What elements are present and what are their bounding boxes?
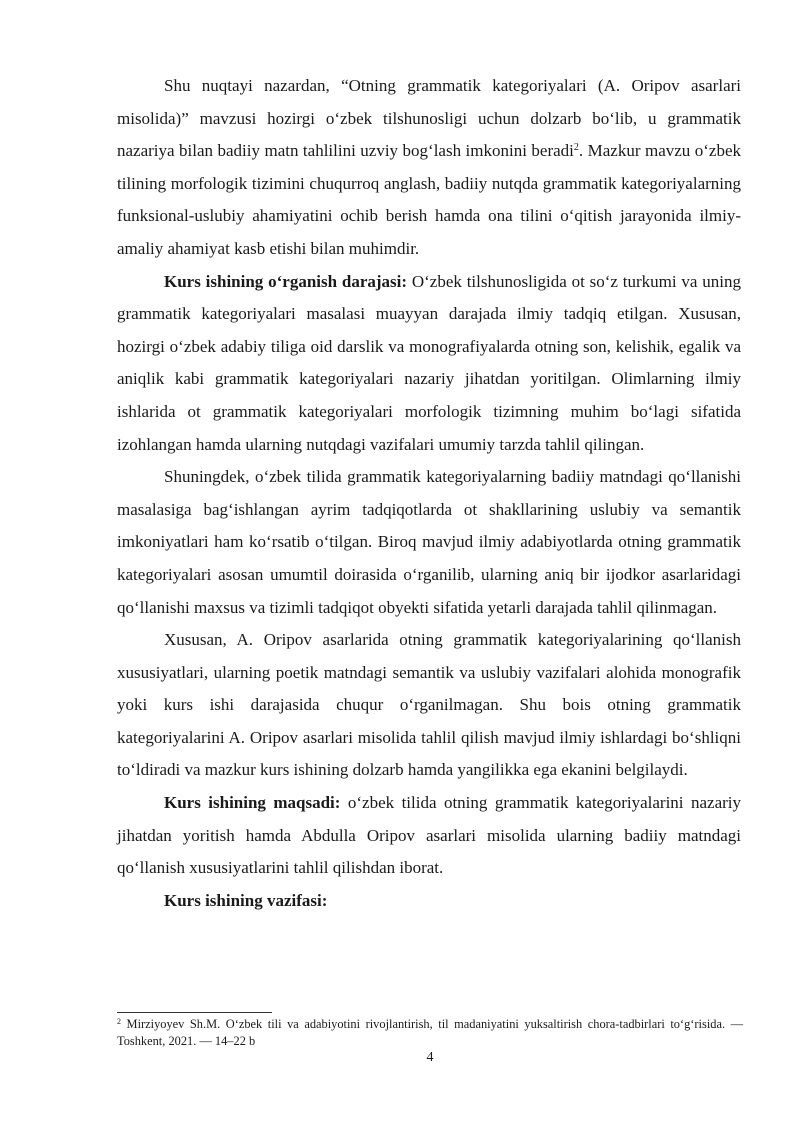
footnote-number: 2 (117, 1017, 121, 1026)
footnote-text: Mirziyoyev Sh.M. O‘zbek tili va adabiyotini rivojlantirish, til madaniyatini yuksaltirish chora-tadbirlari to‘g‘risida. — Toshkent, 2021. — 14–22 b (117, 1017, 743, 1048)
paragraph-study-level: Kurs ishining o‘rganish darajasi: O‘zbek tilshunosligida ot so‘z turkumi va uning grammatik kategoriyalari masalasi muayyan darajada ilmiy tadqiq etilgan. Xususan, hozirgi o‘zbek adabiy tiliga oid darslik va monografiyalarda otning son, kelishik, egalik va aniqlik kabi grammatik kategoriyalari nazariy jihatdan yoritilgan. Olimlarning ilmiy ishlarida ot grammatik kategoriyalari morfologik tizimning muhim bo‘lagi sifatida izohlangan hamda ularning nutqdagi vazifalari umumiy tarzda tahlil qilingan. (117, 271, 742, 454)
section-lead-study-level: Kurs ishining o‘rganish darajasi: (164, 271, 408, 291)
section-lead-tasks: Kurs ishining vazifasi: (164, 890, 328, 910)
footnote (117, 1016, 743, 1050)
footnote-reference[interactable]: 2 (573, 142, 579, 154)
document-body (117, 70, 741, 917)
paragraph-goal: Kurs ishining maqsadi: o‘zbek tilida otning grammatik kategoriyalarini nazariy jihatdan yoritish hamda Abdulla Oripov asarlari misolida ularning badiiy matndagi qo‘llanish xususiyatlarini tahlil qilishdan iborat. (117, 793, 741, 878)
footnote-divider (117, 1012, 272, 1013)
paragraph-research-gap: Xususan, A. Oripov asarlarida otning grammatik kategoriyalarining qo‘llanish xususiyatlari, ularning poetik matndagi semantik va uslubiy vazifalari alohida monografik yoki kurs ishi darajasida chuqur o‘rganilmagan. Shu bois otning grammatik kategoriyalarini A. Oripov asarlari misolida tahlil qilish mavjud ilmiy ishlardagi bo‘shliqni to‘ldiradi va mazkur kurs ishining dolzarb hamda yangilikka ega ekanini belgilaydi. (117, 630, 741, 780)
page-number: 4 (426, 1050, 434, 1065)
paragraph-tasks (117, 885, 741, 918)
paragraph-relevance: Shu nuqtayi nazardan, “Otning grammatik kategoriyalari (A. Oripov asarlari misolida)” mavzusi hozirgi o‘zbek tilshunosligi uchun dolzarb bo‘lib, u grammatik nazariya bilan badiiy matn tahlilini uzviy bog‘lash imkonini beradi$^2$. Mazkur mavzu o‘zbek tilining morfologik tizimini chuqurroq anglash, badiiy nutqda grammatik kategoriyalarning funksional-uslubiy ahamiyatini ochib berish hamda ona tilini o‘qitish jarayonida ilmiy-amaliy ahamiyat kasb etishi bilan muhimdir. (117, 76, 742, 258)
section-lead-goal: Kurs ishining maqsadi: (164, 793, 341, 813)
paragraph-previous-research: Shuningdek, o‘zbek tilida grammatik kategoriyalarning badiiy matndagi qo‘llanishi masalasiga bag‘ishlangan ayrim tadqiqotlarda ot shakllarining uslubiy va semantik imkoniyatlari ham ko‘rsatib o‘tilgan. Biroq mavjud ilmiy adabiyotlarda otning grammatik kategoriyalari asosan umumtil doirasida o‘rganilib, ularning aniq bir ijodkor asarlaridagi qo‘llanishi maxsus va tizimli tadqiqot obyekti sifatida yetarli darajada tahlil qilinmagan. (117, 467, 741, 617)
